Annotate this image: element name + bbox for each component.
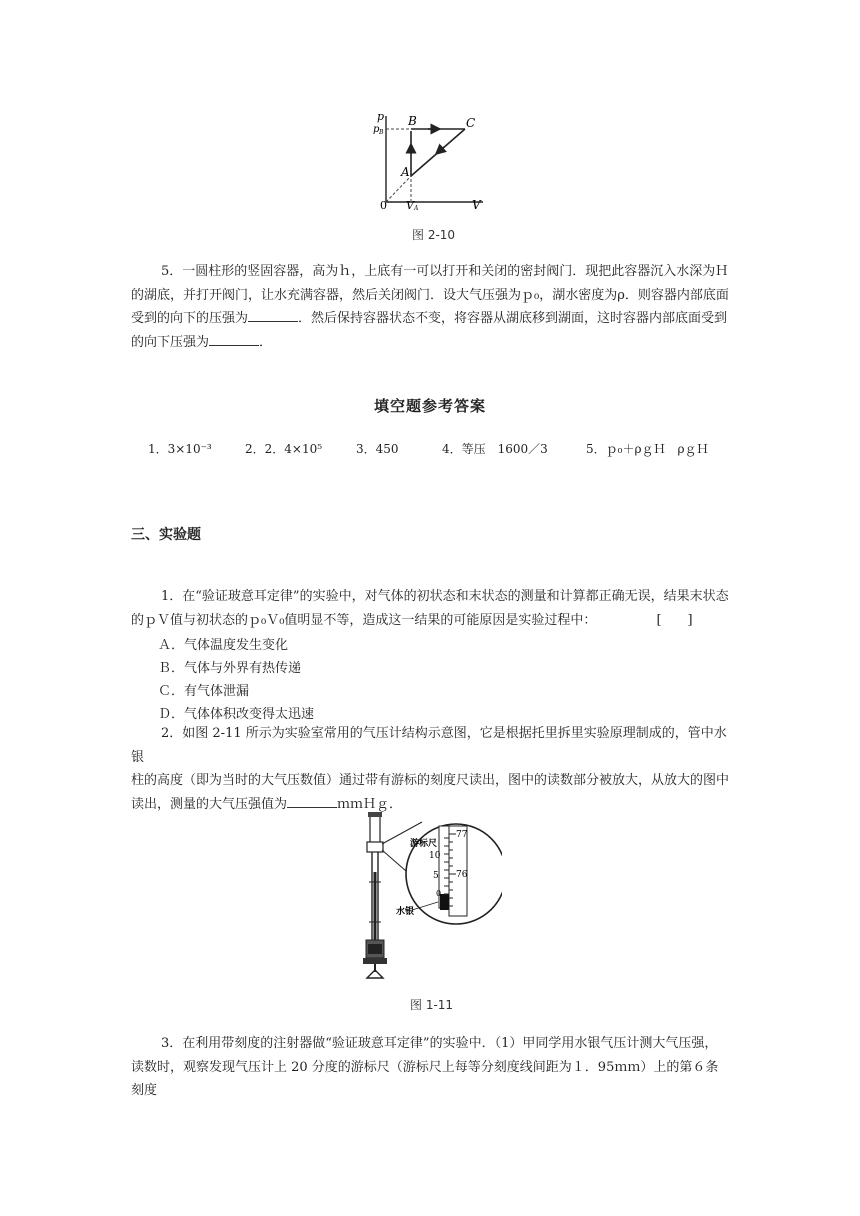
mercury-column [440,894,449,910]
answer-blank[interactable] [209,333,259,346]
answer-3: 3．450 [356,442,399,456]
scale-label-76: 76 [456,870,468,880]
vernier-housing [367,842,383,852]
scale-label-77: 77 [456,830,468,840]
answers-title: 填空题参考答案 [373,397,486,415]
vernier-label-5: 5 [433,871,439,881]
option-c: Ｃ．有气体泄漏 [158,684,250,699]
experiment-question-2: 2．如图 2-11 所示为实验室常用的气压计结构示意图，它是根据托里拆里实验原理制成的，管中水银 柱的高度（即为当时的大气压数值）通过带有游标的刻度尺读出，图中的读数部分被放大，从放大的图中 读出，测量的大气压强值为 ｍｍＨｇ． [131,726,730,812]
experiment-question-1: 1．在“验证玻意耳定律”的实验中，对气体的初状态和末状态的测量和计算都正确无误，结果末状态 的ｐＶ值与初状态的ｐ₀Ｖ₀值明显不等，造成这一结果的可能原因是实验过程中： [ ] [131,585,731,632]
svg-text:B: B [379,129,384,136]
point-c-label: C [466,116,476,130]
figure-2-10-caption: 图 2-10 [412,228,456,242]
question-5: 5．一圆柱形的竖固容器，高为ｈ，上底有一可以打开和关闭的密封阀门．现把此容器沉入水深为Ｈ 的湖底，并打开阀门，让水充满容器，然后关闭阀门．设大气压强为ｐ₀，湖水密度为ρ．则容器内部底面 受到的向下的压强为 ．然后保持容器状态不变，将容器从湖底移到湖面，这时容器内部底面受到 的向下压强为 ． [131,264,729,350]
p-axis-label: p [377,110,385,123]
figure-1-11-barometer [352,812,502,984]
origin-label: 0 [380,199,387,210]
experiment-question-3: 3．在利用带刻度的注射器做“验证玻意耳定律”的实验中．（1）甲同学用水银气压计测大气压强， 读数时，观察发现气压计上 20 分度的游标尺（游标尺上每等分刻度线间距为１．95ｍｍ）上的第６条刻度 [131,1036,719,1098]
option-a: Ａ．气体温度发生变化 [158,638,289,653]
mercury-caption: 水银 [396,907,415,917]
answer-blank[interactable] [287,795,337,808]
answer-2: 2．2．4×10⁵ [245,442,323,456]
section-heading: 三、实验题 [131,527,201,543]
svg-text:A: A [414,205,419,210]
answer-bracket[interactable]: [ ] [656,612,693,628]
option-d: Ｄ．气体体积改变得太迅速 [158,707,315,722]
pb-label: p [373,124,380,135]
point-a-label: A [401,165,410,179]
figure-1-11-caption: 图 1-11 [410,998,454,1012]
figure-2-10-diagram [368,110,493,210]
vernier-label-0: 0 [436,889,442,898]
answer-blank[interactable] [248,309,298,322]
point-b-label: B [408,114,417,128]
option-b: Ｂ．气体与外界有热传递 [158,661,302,676]
va-label: V [406,199,414,210]
answer-5: 5．ｐ₀＋ρｇＨ ρｇＨ [586,442,709,456]
answer-1: 1．3×10⁻³ [148,442,212,456]
vernier-caption: 游标尺 [410,839,438,849]
v-axis-label: V [472,198,481,210]
answer-4: 4．等压 1600／3 [442,442,548,456]
barometer-top [370,816,380,844]
vernier-label-10: 10 [429,851,441,861]
